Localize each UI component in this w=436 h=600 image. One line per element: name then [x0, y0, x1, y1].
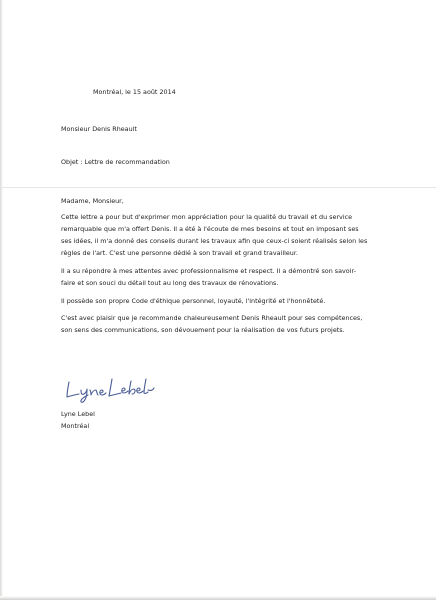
- paragraph-2-line: faire et son souci du détail tout au long des travaux de rénovations.: [61, 279, 279, 287]
- scan-shadow-left: [0, 0, 3, 600]
- signer-name: Lyne Lebel: [61, 410, 95, 418]
- paragraph-4-line: son sens des communications, son dévouement pour la réalisation de vos futurs projets.: [61, 326, 345, 334]
- scan-shadow-bottom: [0, 596, 436, 600]
- paper-fold-line: [0, 187, 436, 188]
- letter-date: Montréal, le 15 août 2014: [93, 88, 176, 96]
- letter-subject: Objet : Lettre de recommandation: [61, 158, 170, 166]
- paragraph-1-line: règles de l'art. C'est une personne dédié à son travail et grand travailleur.: [61, 249, 298, 257]
- paragraph-2-line: Il a su répondre à mes attentes avec professionnalisme et respect. Il a démontré son savoir-: [61, 267, 357, 275]
- recipient-name: Monsieur Denis Rheault: [61, 125, 137, 133]
- signer-city: Montréal: [61, 422, 90, 430]
- paragraph-3-line: Il possède son propre Code d'éthique personnel, loyauté, l'intégrité et l'honnêteté.: [61, 297, 326, 305]
- handwritten-signature: [62, 372, 157, 404]
- paragraph-1-line: remarquable que m'a offert Denis. Il a été à l'écoute de mes besoins et tout en imposant ses: [61, 225, 359, 233]
- salutation: Madame, Monsieur,: [61, 197, 124, 205]
- paragraph-4-line: C'est avec plaisir que je recommande chaleureusement Denis Rheault pour ses compétences,: [61, 314, 363, 322]
- paragraph-1-line: ses idées, il m'a donné des conseils durant les travaux afin que ceux-ci soient réalisés selon les: [61, 237, 368, 245]
- paragraph-1-line: Cette lettre a pour but d'exprimer mon appréciation pour la qualité du travail et du service: [61, 213, 353, 221]
